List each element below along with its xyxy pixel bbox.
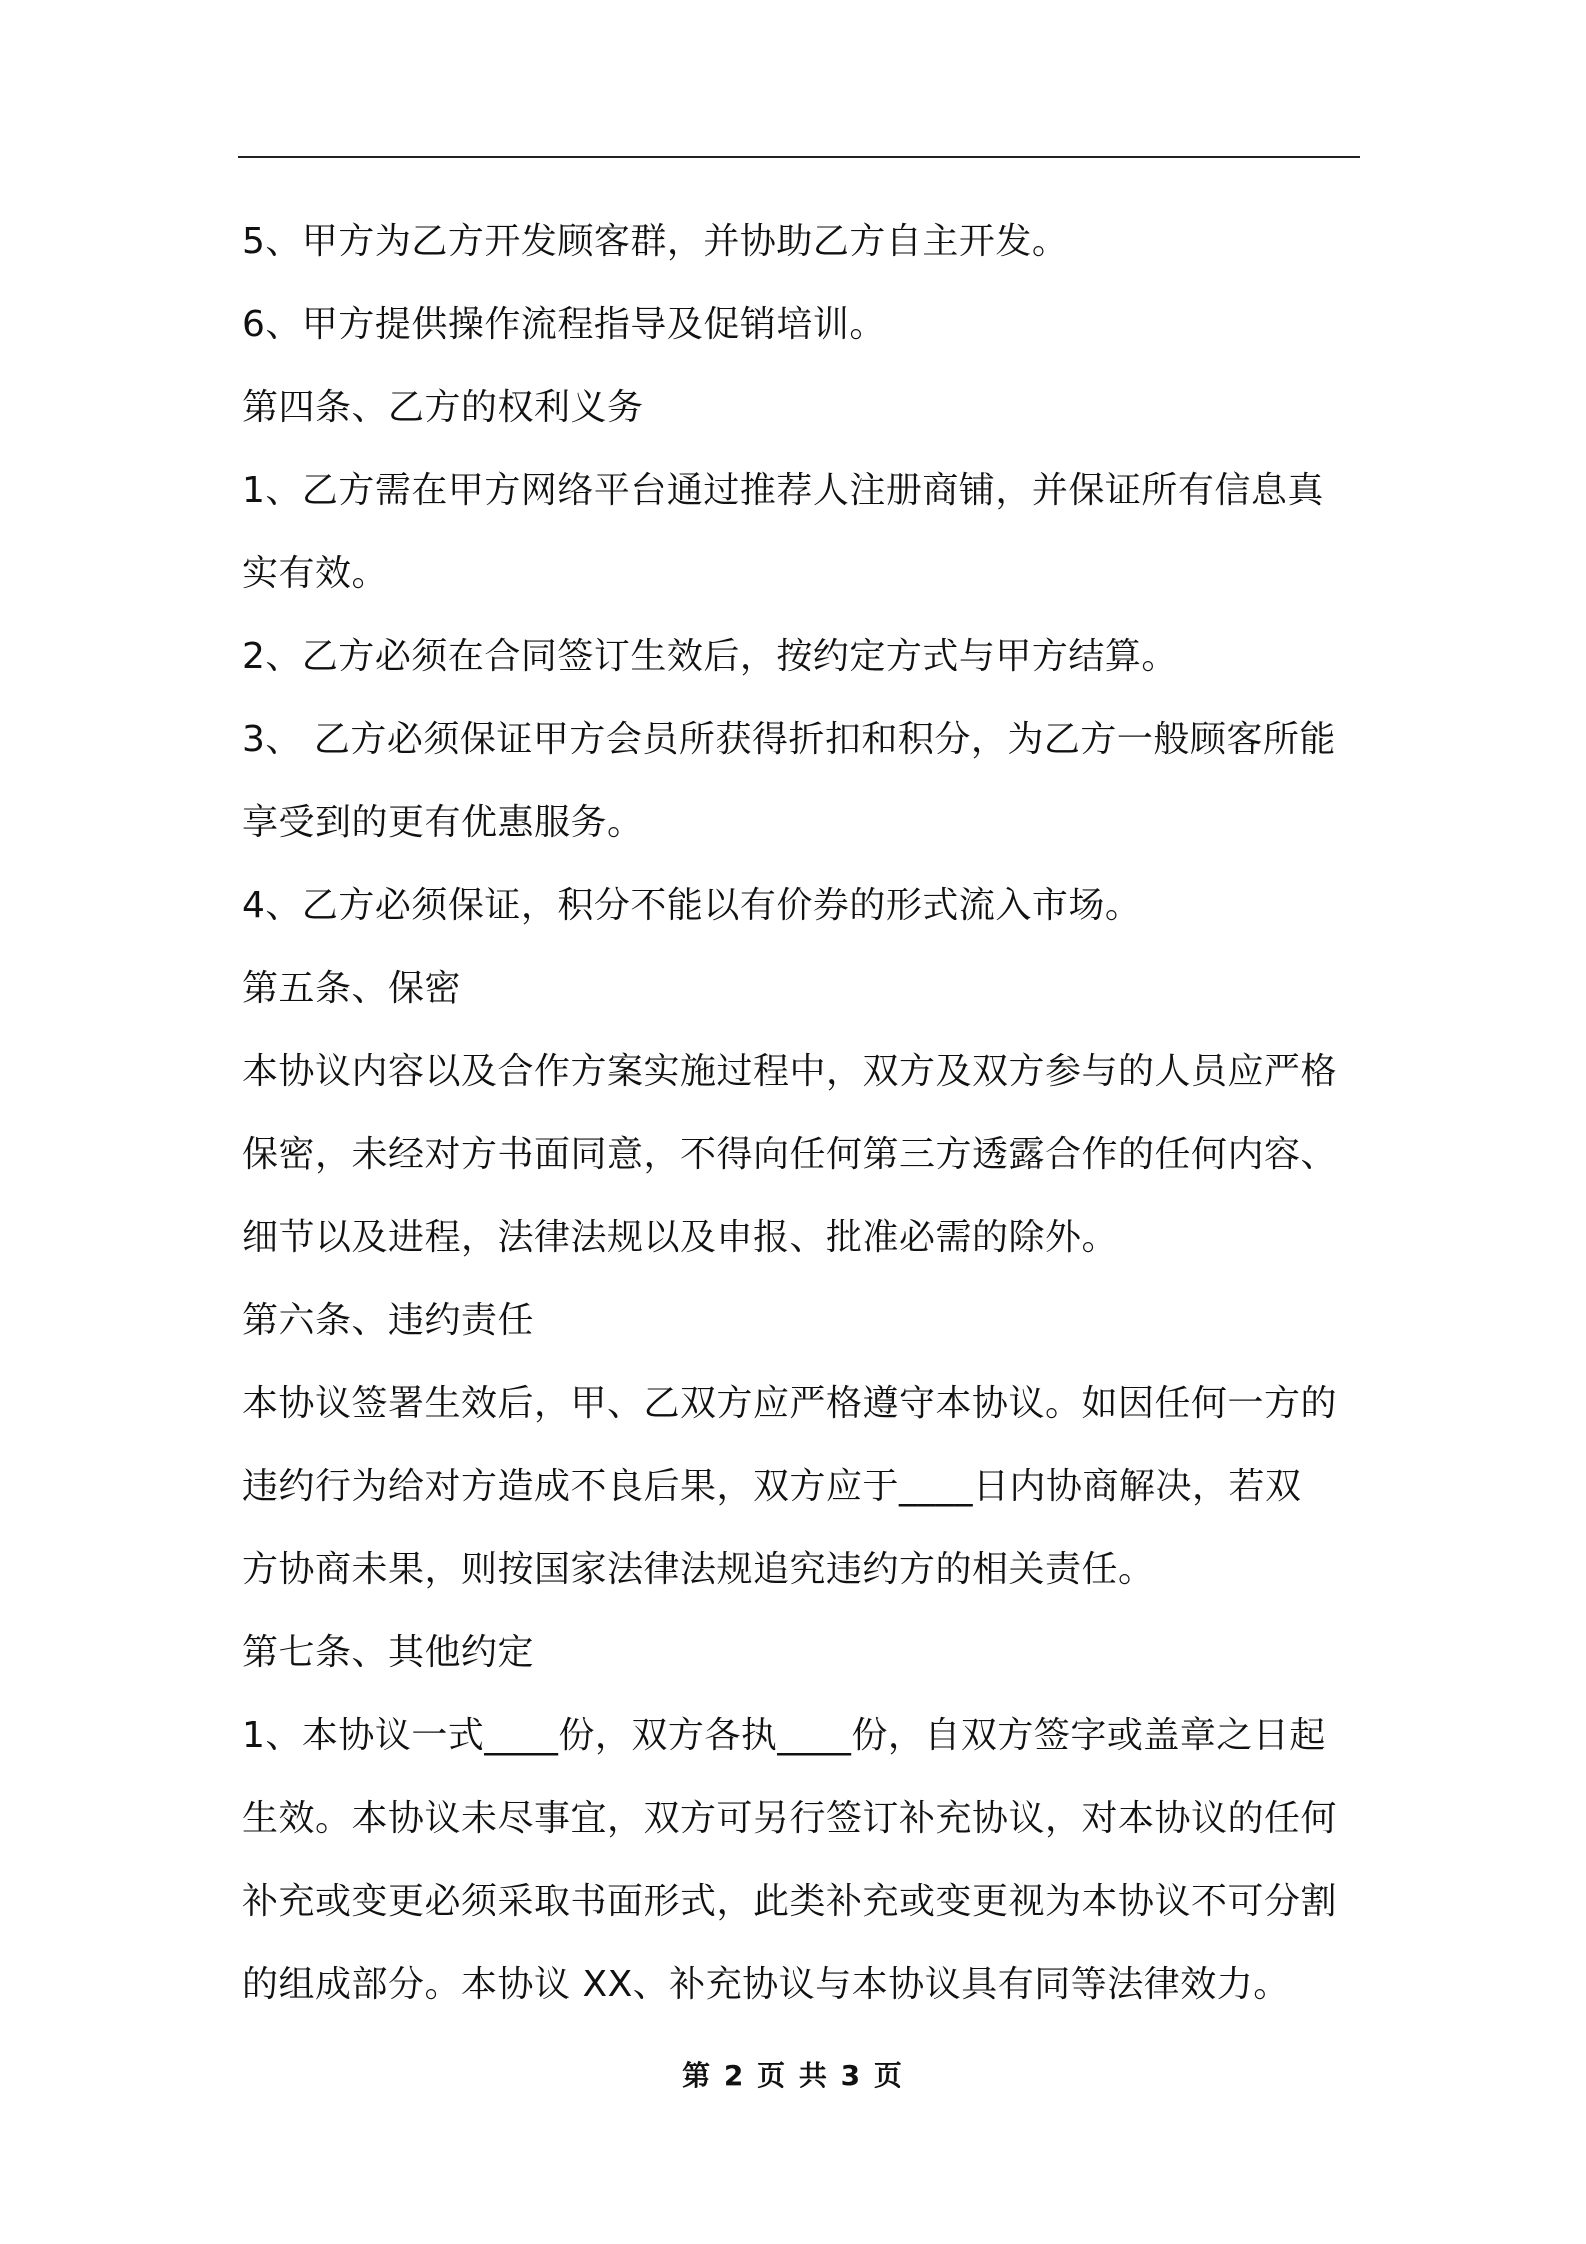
article-5-text-line-1: 本协议内容以及合作方案实施过程中，双方及双方参与的人员应严格: [242, 1051, 1338, 1092]
header-divider: [238, 156, 1360, 158]
article-5-text-line-2: 保密，未经对方书面同意，不得向任何第三方透露合作的任何内容、: [242, 1134, 1338, 1175]
article-6-text-line-2: 违约行为给对方造成不良后果，双方应于____日内协商解决，若双: [242, 1466, 1302, 1507]
page-number-footer: 第 2 页 共 3 页: [682, 2059, 904, 2092]
article-4-item-1-line-2: 实有效。: [242, 553, 389, 594]
document-body: [242, 200, 1364, 2026]
article-7-item-1-line-3: 补充或变更必须采取书面形式，此类补充或变更视为本协议不可分割: [242, 1881, 1338, 1922]
article-4-heading: 第四条、乙方的权利义务: [242, 387, 644, 428]
article-7-item-1-line-2: 生效。本协议未尽事宜，双方可另行签订补充协议，对本协议的任何: [242, 1798, 1338, 1839]
article-6-heading: 第六条、违约责任: [242, 1300, 535, 1341]
article-7-heading: 第七条、其他约定: [242, 1632, 535, 1673]
article-4-item-3-line-2: 享受到的更有优惠服务。: [242, 802, 644, 843]
clause-6-text: 6、甲方提供操作流程指导及促销培训。: [242, 304, 886, 345]
article-4-item-3-line-1: 3、 乙方必须保证甲方会员所获得折扣和积分，为乙方一般顾客所能: [242, 719, 1336, 760]
article-4-item-4: 4、乙方必须保证，积分不能以有价券的形式流入市场。: [242, 885, 1142, 926]
article-6-text-line-3: 方协商未果，则按国家法律法规追究违约方的相关责任。: [242, 1549, 1155, 1590]
article-4-item-2: 2、乙方必须在合同签订生效后，按约定方式与甲方结算。: [242, 636, 1178, 677]
article-5-text-line-3: 细节以及进程，法律法规以及申报、批准必需的除外。: [242, 1217, 1119, 1258]
article-7-item-1-line-4: 的组成部分。本协议 XX、补充协议与本协议具有同等法律效力。: [242, 1964, 1290, 2005]
article-4-item-1-line-1: 1、乙方需在甲方网络平台通过推荐人注册商铺，并保证所有信息真: [242, 470, 1324, 511]
article-6-text-line-1: 本协议签署生效后，甲、乙双方应严格遵守本协议。如因任何一方的: [242, 1383, 1338, 1424]
clause-5-text: 5、甲方为乙方开发顾客群，并协助乙方自主开发。: [242, 221, 1069, 262]
article-7-item-1-line-1: 1、本协议一式____份，双方各执____份，自双方签字或盖章之日起: [242, 1715, 1326, 1756]
article-5-heading: 第五条、保密: [242, 968, 462, 1009]
